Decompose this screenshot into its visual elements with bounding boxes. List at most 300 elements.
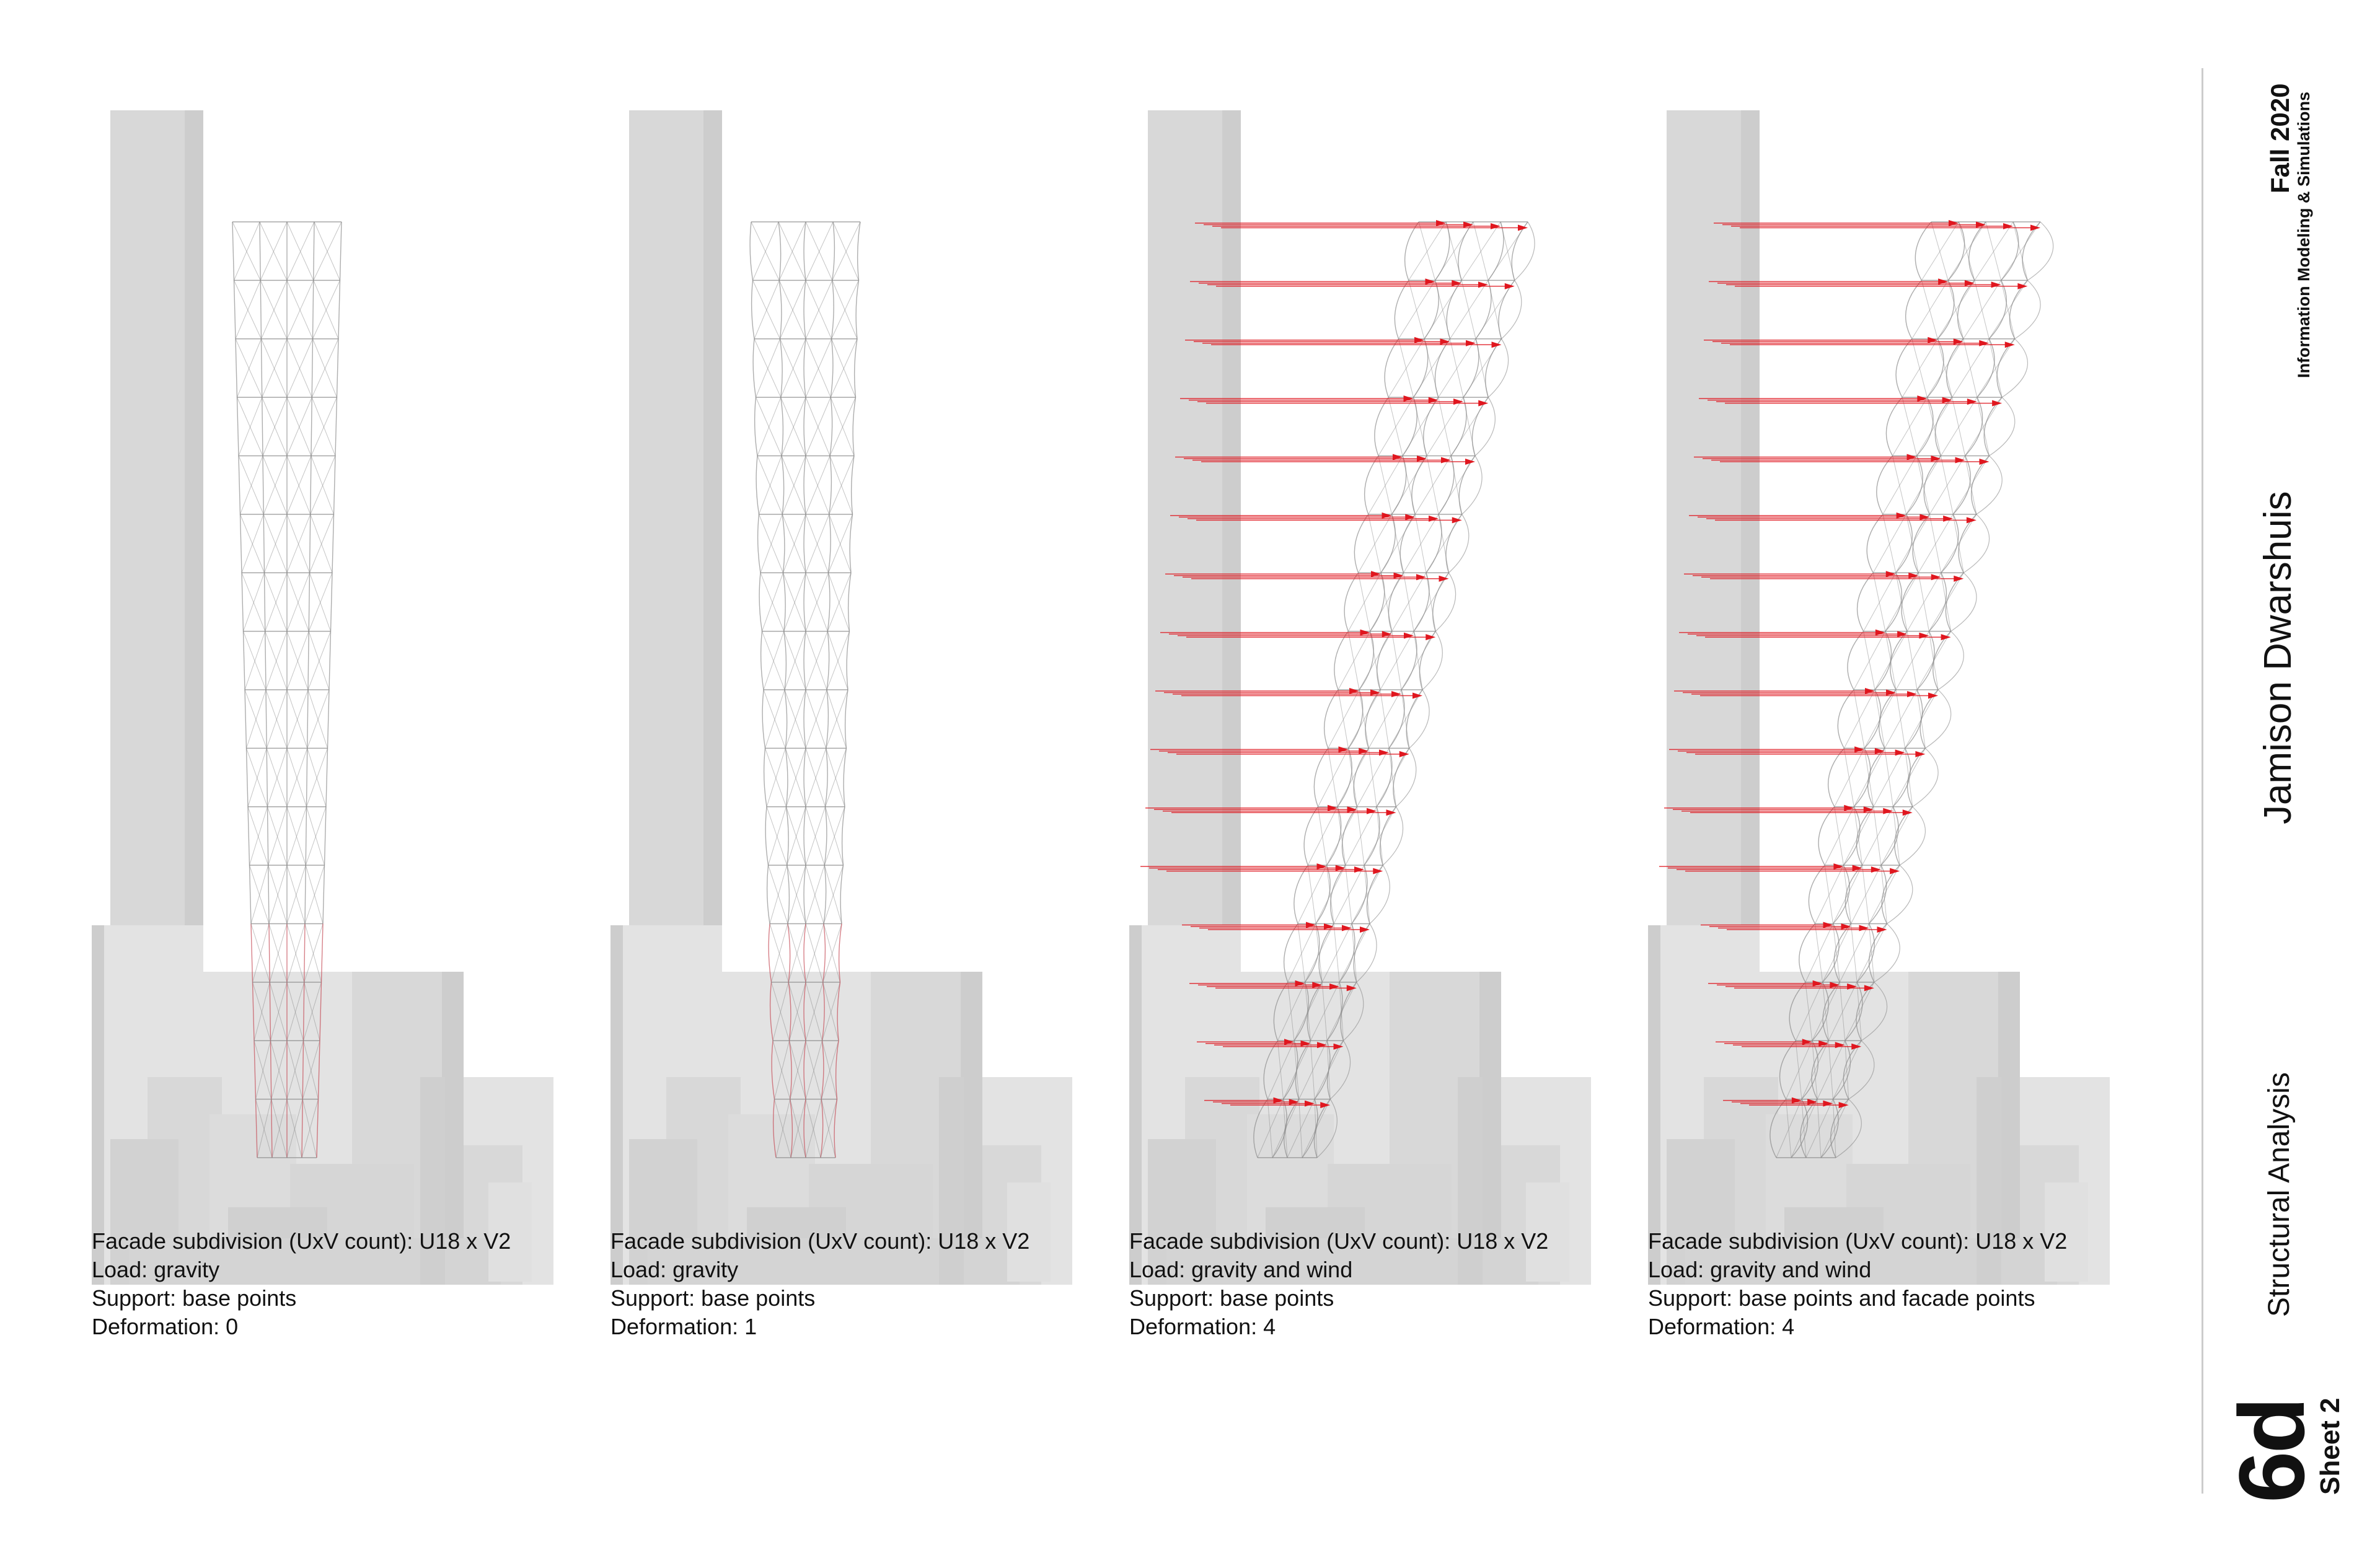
frame-brace [236,339,262,397]
frame-column [1400,514,1415,573]
frame-brace [1953,514,1963,573]
frame-brace [769,807,787,865]
frame-column [1393,748,1409,806]
frame-column [1435,222,1450,280]
frame-column [855,339,857,397]
frame-brace [830,397,856,456]
frame-deflection [1951,573,1977,631]
frame-brace [1308,865,1316,923]
frame-brace [829,514,853,573]
wind-arrow-head [1949,220,1959,226]
frame-brace [1864,632,1875,690]
frame-column [842,807,845,865]
frame-brace [244,573,265,631]
wind-arrow-head [1382,631,1392,637]
frame-brace [829,514,851,573]
frame-deflection [1938,632,1963,690]
frame-brace [1963,339,1977,397]
frame-column [1864,690,1880,748]
caption-deformation: Deformation: 1 [610,1314,757,1339]
caption-subdivision: Facade subdivision (UxV count): U18 x V2 [92,1228,511,1254]
tower-model-1 [92,110,553,1285]
wind-arrow-head [1931,456,1941,462]
frame-column [1877,456,1893,514]
analysis-panel-2 [610,110,1072,1339]
frame-column [338,280,340,338]
frame-brace [248,748,267,806]
frame-column [335,397,337,456]
frame-brace [827,690,847,748]
frame-column [1948,222,1964,280]
frame-column [1890,632,1907,690]
frame-brace [1896,573,1907,631]
frame-column [1365,690,1380,748]
frame-column [1867,514,1883,573]
frame-column [804,865,806,923]
frame-brace [1392,632,1401,690]
frame-column [826,690,829,748]
frame-column [1838,690,1854,748]
frame-column [1304,807,1318,865]
frame-deflection [1396,748,1416,806]
frame-column [840,865,843,923]
analysis-panel-3 [1129,110,1591,1339]
frame-column [1828,748,1844,806]
wind-arrow-head [1915,751,1925,757]
analysis-panel-1 [92,110,553,1339]
tower-model-4 [1648,110,2110,1285]
frame-column [308,632,309,690]
frame-brace [1864,573,1896,631]
frame-brace [756,339,780,397]
frame-brace [1902,397,1916,456]
wind-arrow-head [1414,337,1424,343]
frame-brace [311,397,337,456]
frame-brace [1977,397,1990,456]
frame-brace [826,748,847,806]
frame-brace [1844,748,1854,806]
wind-arrow-head [1371,571,1381,577]
frame-column [1958,280,1975,338]
frame-deflection [1925,690,1950,748]
frame-brace [1370,632,1381,690]
frame-brace [251,865,268,923]
frame-brace [236,280,260,338]
caption-subdivision: Facade subdivision (UxV count): U18 x V2 [1129,1228,1549,1254]
frame-brace [1941,573,1951,631]
frame-brace [1965,397,2003,456]
frame-brace [1986,222,2001,280]
frame-column [245,690,247,748]
wind-arrow-head [1928,693,1938,699]
frame-column [1388,573,1403,631]
frame-brace [1881,865,1887,923]
frame-column [1902,573,1918,631]
frame-column [845,690,848,748]
caption-1 [92,1227,650,1341]
frame-column [765,807,768,865]
frame-column [1896,514,1912,573]
frame-brace [1439,397,1451,456]
frame-brace [1921,280,1937,338]
frame-brace [1917,456,1930,514]
frame-column [856,280,858,338]
frame-brace [753,280,780,338]
frame-column [781,397,783,456]
frame-column [844,748,846,806]
frame-brace [1334,865,1364,923]
frame-brace [1862,865,1869,923]
frame-brace [247,690,267,748]
frame-brace [313,339,337,397]
frame-column [268,865,269,923]
author-name: Jamison Dwarshuis [2257,491,2299,824]
frame-column [804,222,806,280]
frame-brace [832,280,857,338]
frame-brace [1377,807,1383,865]
frame-brace [310,514,334,573]
frame-brace [760,573,784,631]
caption-deformation: Deformation: 4 [1129,1314,1276,1339]
frame-deflection [1449,514,1469,573]
frame-brace [1885,748,1893,806]
caption-support: Support: base points [92,1285,297,1311]
frame-brace [1450,339,1464,397]
frame-brace [1404,514,1439,573]
frame-brace [1907,632,1917,690]
frame-column [1906,456,1923,514]
frame-brace [827,573,851,631]
frame-brace [242,573,265,631]
frame-column [853,397,855,456]
frame-column [331,573,333,631]
sheet-number: Sheet 2 [2315,1398,2345,1495]
frame-brace [314,280,338,338]
wind-arrow-head [1859,925,1869,931]
frame-brace [832,339,856,397]
wind-arrow-head [1342,925,1352,931]
frame-brace [313,280,340,338]
frame-brace [312,397,335,456]
frame-brace [770,865,787,923]
frame-brace [1409,280,1424,338]
frame-brace [1368,748,1377,806]
wind-arrow-head [1886,690,1896,696]
frame-column [332,514,334,573]
frame-brace [1338,807,1346,865]
frame-brace [765,690,785,748]
frame-column [236,339,237,397]
wind-arrow-head [1877,927,1887,933]
sheet-code: 6d [2219,1399,2324,1503]
frame-brace [1854,690,1864,748]
frame-brace [250,807,268,865]
frame-deflection [2015,280,2040,338]
frame-column [758,514,760,573]
frame-brace [753,222,779,280]
frame-column [804,573,806,631]
frame-brace [826,807,844,865]
wind-arrow-head [1853,865,1862,871]
frame-column [1354,514,1368,573]
frame-column [778,222,781,280]
wind-arrow-head [1360,630,1370,636]
frame-column [1905,690,1923,748]
frame-brace [1941,397,1977,456]
frame-column [827,632,829,690]
frame-column [247,748,249,806]
frame-brace [1835,748,1864,806]
wind-arrow-head [1908,573,1918,579]
frame-brace [765,748,787,806]
frame-brace [1392,456,1427,514]
caption-support: Support: base points and facade points [1648,1285,2035,1311]
wind-arrow-head [1965,280,1975,286]
frame-column [1913,514,1929,573]
frame-brace [1906,514,1919,573]
frame-column [1997,339,2015,397]
frame-brace [1825,865,1833,923]
frame-column [762,690,765,748]
frame-column [240,514,242,573]
wind-arrow-head [1903,809,1913,816]
frame-brace [309,573,332,631]
wind-arrow-head [1373,868,1383,874]
wind-arrow-head [1518,225,1528,231]
frame-deflection [1990,397,2015,456]
frame-column [1941,514,1959,573]
frame-brace [826,690,848,748]
frame-column [305,865,306,923]
frame-column [1868,748,1885,806]
frame-column [804,339,806,397]
frame-brace [1357,807,1365,865]
frame-brace [311,456,334,514]
frame-brace [311,456,335,514]
frame-column [829,514,831,573]
frame-column [1385,339,1398,397]
frame-brace [232,222,260,280]
frame-brace [1380,632,1414,690]
frame-brace [234,222,260,280]
wind-arrow-head [1897,631,1907,637]
frame-brace [1346,807,1377,865]
frame-brace [307,748,326,806]
caption-subdivision: Facade subdivision (UxV count): U18 x V2 [610,1228,1030,1254]
frame-column [1463,339,1479,397]
frame-brace [826,748,845,806]
frame-brace [307,807,325,865]
frame-brace [757,397,781,456]
frame-brace [1874,807,1881,865]
frame-brace [1927,397,1941,456]
frame-column [782,514,785,573]
frame-brace [827,632,850,690]
frame-brace [306,807,326,865]
frame-deflection [1963,514,1989,573]
frame-brace [245,690,267,748]
frame-column [1403,397,1417,456]
frame-column [1414,573,1429,631]
frame-column [1419,632,1435,690]
frame-column [1412,456,1427,514]
caption-load: Load: gravity and wind [1648,1257,1872,1282]
frame-brace [1370,573,1404,631]
frame-brace [311,514,332,573]
frame-column [1446,514,1462,573]
frame-column [2001,222,2019,280]
frame-deflection [1887,865,1913,923]
frame-column [1435,339,1450,397]
frame-deflection [1515,222,1535,280]
wind-arrow-head [1336,865,1346,871]
frame-brace [1318,807,1327,865]
frame-brace [2013,222,2027,280]
frame-column [1314,748,1328,806]
frame-column [1924,456,1941,514]
frame-brace [1427,456,1439,514]
frame-brace [1399,339,1414,397]
frame-brace [754,339,781,397]
frame-brace [1896,514,1930,573]
frame-brace [242,514,263,573]
frame-column [1392,456,1406,514]
frame-brace [1873,514,1906,573]
wind-arrow-head [1382,513,1392,519]
frame-column [1915,222,1931,280]
frame-column [804,280,806,338]
frame-brace [1327,865,1334,923]
wind-arrow-head [1890,868,1900,874]
frame-brace [832,280,859,338]
caption-load: Load: gravity [92,1257,220,1282]
frame-column [1917,397,1933,456]
caption-load: Load: gravity and wind [1129,1257,1353,1282]
frame-brace [1364,865,1370,923]
frame-column [1977,339,1994,397]
frame-deflection [1462,456,1482,514]
caption-4 [1648,1227,2206,1341]
frame-column [1965,397,1983,456]
frame-column [764,748,767,806]
frame-column [1380,807,1396,865]
frame-column [1848,632,1864,690]
frame-brace [832,222,860,280]
frame-column [1809,865,1825,923]
wind-arrow-head [1938,278,1948,284]
course-label: Information Modeling & Simulations [2294,92,2313,378]
frame-brace [1349,748,1357,806]
frame-column [1896,339,1912,397]
frame-brace [1835,807,1844,865]
wind-arrow-head [1875,748,1885,754]
frame-column [1458,222,1473,280]
frame-column [1447,280,1461,338]
frame-brace [1415,514,1426,573]
frame-column [250,865,252,923]
frame-column [779,280,782,338]
term-label: Fall 2020 [2265,83,2294,193]
frame-deflection [1488,339,1508,397]
frame-column [832,222,835,280]
frame-column [832,280,834,338]
frame-deflection [1900,807,1925,865]
frame-column [328,690,330,748]
frame-column [1381,514,1395,573]
frame-column [829,456,832,514]
frame-brace [1912,280,1948,338]
frame-brace [305,865,325,923]
frame-brace [248,807,268,865]
frame-brace [1439,456,1475,514]
frame-column [827,573,830,631]
frame-brace [1328,748,1338,806]
frame-column [1937,280,1954,338]
frame-brace [1338,748,1368,806]
frame-brace [245,632,265,690]
frame-brace [1359,632,1392,690]
wind-arrow-head [1324,923,1334,930]
frame-column [1920,690,1938,748]
wind-arrow-head [1928,337,1937,343]
frame-column [262,397,263,456]
frame-column [787,807,789,865]
wind-arrow-head [1976,222,1986,228]
frame-column [1984,397,2002,456]
frame-brace [237,339,262,397]
frame-brace [308,632,331,690]
frame-column [824,865,826,923]
frame-brace [754,280,779,338]
frame-brace [1359,690,1368,748]
frame-brace [1825,807,1854,865]
frame-brace [1893,456,1906,514]
frame-column [1324,690,1338,748]
frame-brace [1392,514,1404,573]
frame-column [311,397,312,456]
frame-brace [756,397,782,456]
frame-brace [1918,573,1929,631]
frame-deflection [1475,397,1495,456]
frame-column [759,573,762,631]
wind-arrow-head [1907,454,1917,460]
frame-brace [1953,456,1989,514]
frame-column [804,397,806,456]
frame-brace [829,456,854,514]
frame-brace [1359,573,1370,631]
wind-arrow-head [1429,397,1439,403]
frame-column [1334,632,1348,690]
frame-column [1917,632,1934,690]
wind-arrow-head [1897,513,1906,519]
frame-column [1933,632,1951,690]
frame-brace [244,632,267,690]
frame-column [337,339,339,397]
wind-arrow-head [1917,395,1927,402]
wind-arrow-head [1463,222,1473,228]
frame-column [1424,280,1439,338]
frame-brace [764,690,785,748]
frame-column [1879,690,1896,748]
frame-brace [1977,339,2015,397]
frame-column [1499,280,1515,338]
frame-column [767,865,770,923]
frame-brace [1937,339,1952,397]
analysis-panel-4 [1648,110,2110,1339]
frame-column [1472,397,1488,456]
frame-brace [234,280,262,338]
frame-column [1414,339,1428,397]
